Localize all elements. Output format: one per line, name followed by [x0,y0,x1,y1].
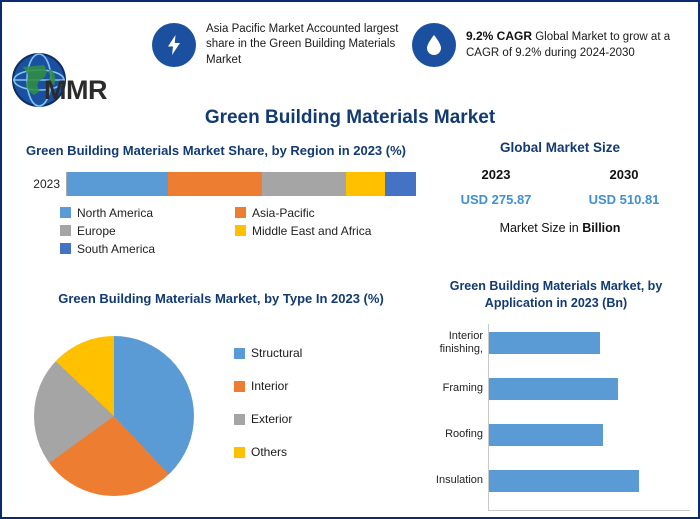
application-bar-insulation [489,470,639,492]
application-chart-title: Green Building Materials Market, by Application in 2023 (Bn) [449,279,663,310]
application-bar-chart [422,278,690,511]
application-axis-line [488,510,690,511]
legend-swatch-middle-east-africa [235,225,246,236]
market-size-year-2023: 2023 [481,167,511,182]
region-chart-title: Green Building Materials Market Share, by Region in 2023 (%) [26,143,406,158]
legend-item-others [234,445,302,459]
legend-swatch-south-america [60,243,71,254]
type-legend [234,346,302,478]
region-segment-south-america [385,172,416,196]
brand-name: MMR [44,75,107,105]
legend-swatch-europe [60,225,71,236]
application-bar-framing [489,378,618,400]
market-size-year-2030: 2030 [609,167,639,182]
type-pie-wrap [34,336,204,506]
legend-label-north-america: North America [77,205,154,220]
application-bar-roofing [489,424,603,446]
legend-item-europe [60,224,235,238]
region-segment-europe [262,172,346,196]
cagr-text: Global Market to grow at a CAGR of 9.2% during 2024-2030 [466,31,671,59]
header-highlight-2-block [466,28,692,61]
global-market-size-panel [432,140,688,235]
market-size-unit-prefix: Market Size in [499,221,583,235]
region-bar-category-label: 2023 [33,176,60,191]
region-stacked-bar [66,172,416,196]
application-category-interior-finishing: Interior finishing, [439,329,483,355]
header-highlight-2 [412,23,692,67]
legend-swatch-north-america [60,207,71,218]
market-size-value-2023: USD 275.87 [460,192,532,207]
market-size-unit-bold: Billion [582,221,621,235]
water-drop-icon [412,23,456,67]
legend-label-asia-pacific: Asia-Pacific [252,205,315,220]
legend-swatch-exterior [234,414,245,425]
legend-item-interior [234,379,302,393]
header-highlight-1 [152,22,412,69]
cagr-title: 9.2% CAGR [466,29,533,44]
market-size-value-2030: USD 510.81 [588,192,660,207]
region-segment-north-america [67,172,168,196]
legend-swatch-interior [234,381,245,392]
legend-item-north-america [60,206,235,220]
legend-item-exterior [234,412,302,426]
header [2,2,698,105]
page-title: Green Building Materials Market [204,107,496,128]
market-size-unit-note [432,221,688,235]
global-market-size-years [432,167,688,182]
type-pie [34,336,194,496]
application-row-interior-finishing [439,329,600,355]
region-legend [60,206,416,256]
legend-label-south-america: South America [77,241,156,256]
legend-swatch-others [234,447,245,458]
legend-swatch-structural [234,348,245,359]
type-chart-title: Green Building Materials Market, by Type In 2023 (%) [58,291,384,306]
legend-label-middle-east-africa: Middle East and Africa [252,223,372,238]
legend-label-interior: Interior [251,379,289,393]
legend-label-europe: Europe [77,223,116,238]
region-stacked-bar-row [16,172,416,196]
legend-label-structural: Structural [251,346,303,360]
application-plot-area [435,324,690,510]
application-row-roofing [445,424,603,446]
type-share-chart [16,290,426,459]
region-share-chart [16,142,416,256]
legend-label-exterior: Exterior [251,412,293,426]
application-row-insulation [435,470,639,492]
application-category-insulation: Insulation [435,474,483,487]
application-bar-interior-finishing [489,332,600,354]
legend-item-middle-east-africa [235,224,410,238]
lightning-bolt-icon [152,23,196,67]
application-category-framing: Framing [442,382,483,395]
legend-swatch-asia-pacific [235,207,246,218]
application-category-roofing: Roofing [445,428,483,441]
legend-item-south-america [60,242,235,256]
global-market-size-values [432,192,688,207]
legend-label-others: Others [251,445,288,459]
legend-item-structural [234,346,302,360]
global-market-size-title: Global Market Size [499,140,621,155]
region-segment-middle-east-africa [346,172,384,196]
application-row-framing [442,378,618,400]
legend-item-asia-pacific [235,206,410,220]
region-segment-asia-pacific [168,172,262,196]
header-highlight-1-text: Asia Pacific Market Accounted largest share in the Green Building Materials Market [206,22,399,66]
